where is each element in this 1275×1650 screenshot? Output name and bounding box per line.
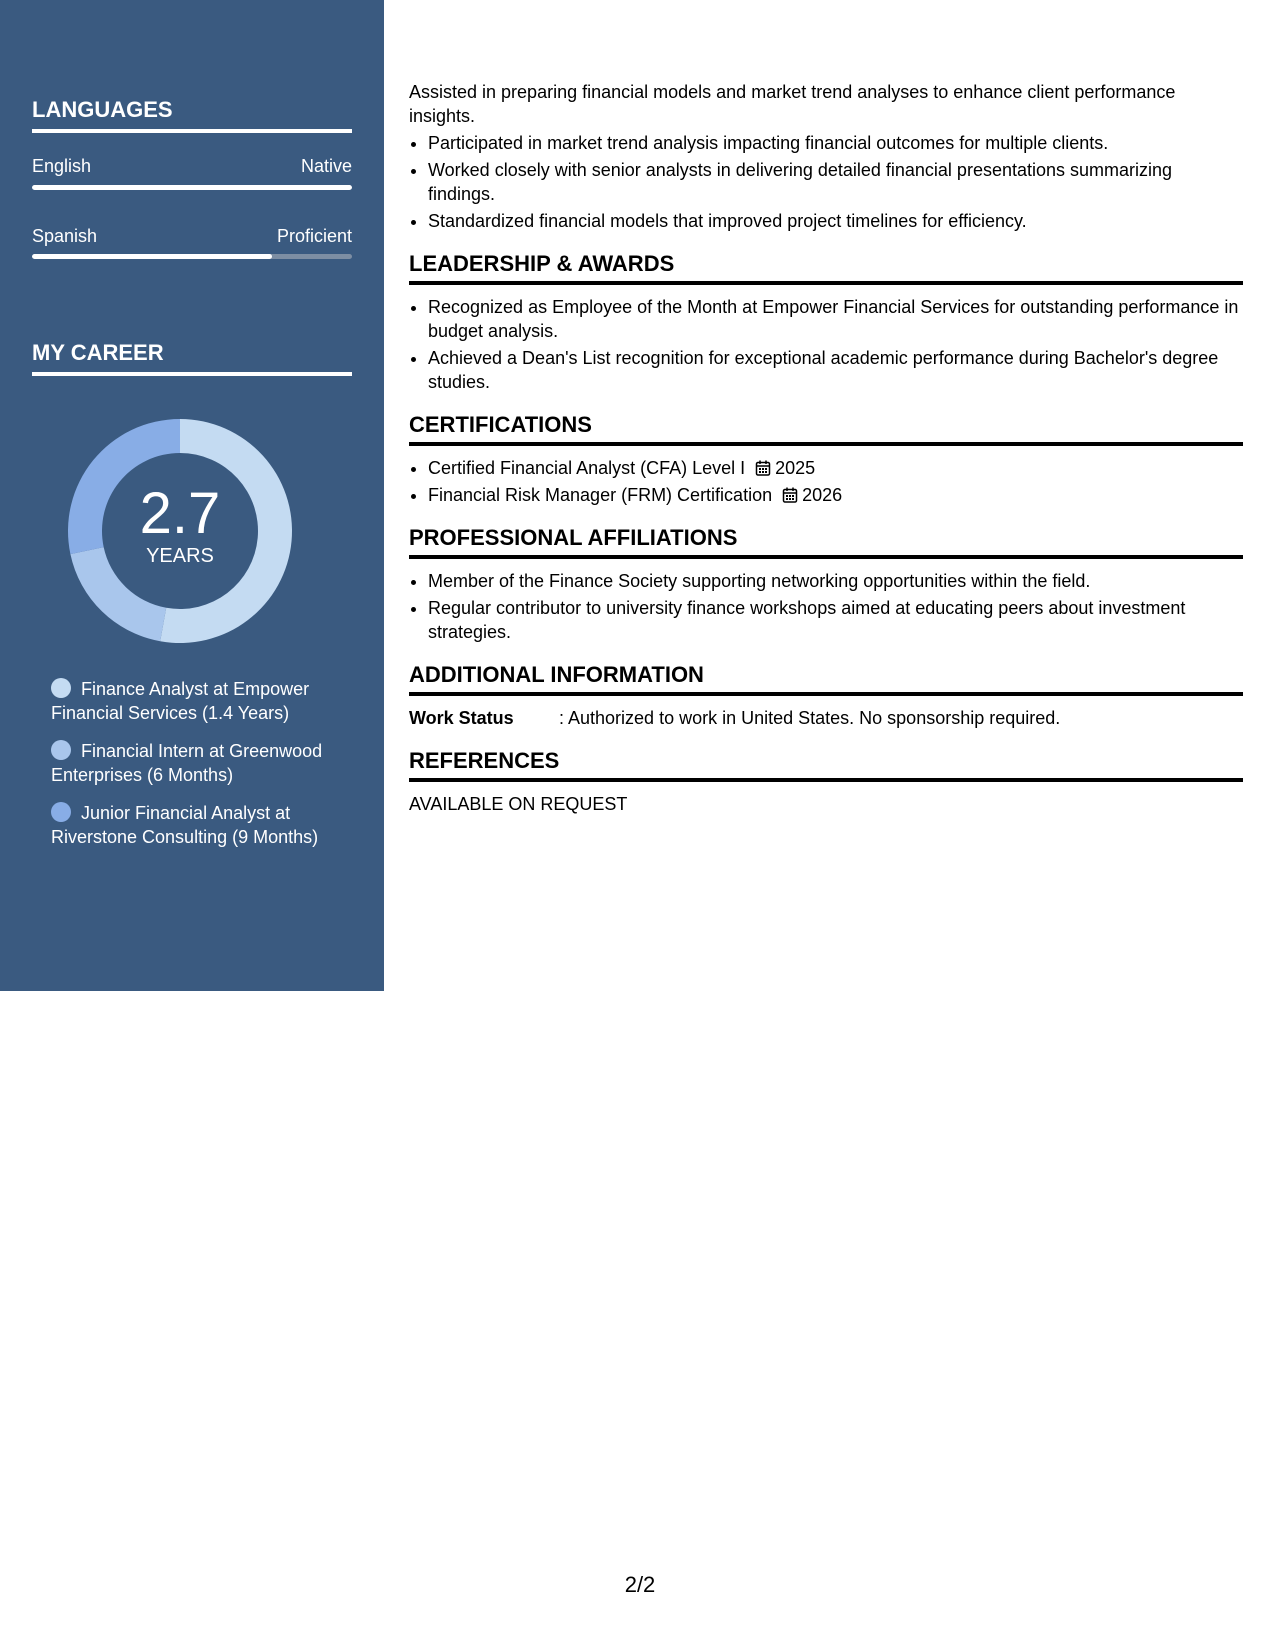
references-text: AVAILABLE ON REQUEST [409,794,628,814]
languages-heading: LANGUAGES [32,97,352,133]
certification-item [428,456,1243,480]
legend-dot-icon [51,740,71,760]
certifications-list [409,456,1243,507]
language-bar-fill [32,185,352,190]
language-bar-spanish [32,254,352,259]
work-status-row [409,706,1243,730]
language-level: Native [300,156,352,176]
language-bar-fill [32,254,272,259]
certifications-heading: CERTIFICATIONS [409,412,1243,446]
career-item-label: Finance Analyst at Empower Financial Services (1.4 Years) [51,679,310,723]
main-content [409,80,1243,816]
leadership-heading: LEADERSHIP & AWARDS [409,251,1243,285]
career-item-label: Junior Financial Analyst at Riverstone Consulting (9 Months) [51,803,319,847]
career-total-unit: YEARS [146,545,214,567]
page-number: 2/2 [624,1572,656,1597]
leadership-list [409,295,1243,394]
bullet-item: • Achieved a Dean's List recognition for exceptional academic performance during Bachelor's degree studies. [428,346,1243,394]
career-item-label: Financial Intern at Greenwood Enterprises (6 Months) [51,741,323,785]
certification-name: Financial Risk Manager (FRM) Certification [428,485,773,505]
career-donut-chart [66,417,294,645]
experience-bullets [409,131,1243,233]
language-row-spanish [32,225,352,247]
certification-item [428,483,1243,507]
additional-info-heading: ADDITIONAL INFORMATION [409,662,1243,696]
work-status-value: : Authorized to work in United States. No sponsorship required. [559,708,1061,728]
donut-center [66,417,294,645]
language-level: Proficient [276,226,352,246]
language-name: Spanish [32,226,98,246]
career-item [51,801,341,849]
bullet-item: • Regular contributor to university finance workshops aimed at educating peers about investment strategies. [428,596,1243,644]
calendar-icon [755,460,771,476]
affiliations-heading: PROFESSIONAL AFFILIATIONS [409,525,1243,559]
language-name: English [32,156,92,176]
sidebar [0,0,384,991]
certification-year: 2026 [802,485,843,505]
work-status-label: Work Status [409,708,514,728]
legend-dot-icon [51,802,71,822]
bullet-item: • Worked closely with senior analysts in delivering detailed financial presentations summarizing findings. [428,158,1243,206]
legend-dot-icon [51,678,71,698]
career-total-value: 2.7 [139,481,221,546]
bullet-item: • Recognized as Employee of the Month at Empower Financial Services for outstanding performance in budget analysis. [428,295,1243,343]
certification-name: Certified Financial Analyst (CFA) Level I [428,458,746,478]
language-bar-english [32,185,352,190]
experience-intro: Assisted in preparing financial models and market trend analyses to enhance client performance insights. [409,82,1176,126]
calendar-icon [782,487,798,503]
language-row-english [32,155,352,177]
bullet-item: • Standardized financial models that improved project timelines for efficiency. [428,209,1243,233]
career-heading: MY CAREER [32,340,352,376]
references-heading: REFERENCES [409,748,1243,782]
certification-year: 2025 [775,458,816,478]
career-legend [51,677,341,863]
bullet-item: • Participated in market trend analysis impacting financial outcomes for multiple clients. [428,131,1243,155]
affiliations-list [409,569,1243,644]
bullet-item: • Member of the Finance Society supporting networking opportunities within the field. [428,569,1243,593]
career-item [51,677,341,725]
career-item [51,739,341,787]
